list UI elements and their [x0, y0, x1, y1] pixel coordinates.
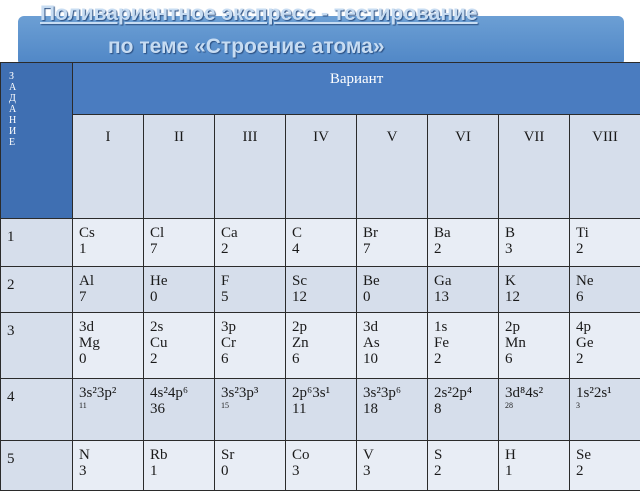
- variant-3: III: [215, 115, 286, 219]
- table-cell: 3s²3p² 11: [73, 379, 144, 441]
- table-cell: 2s²2p⁴ 8: [428, 379, 499, 441]
- table-cell: 2p Zn 6: [286, 313, 357, 379]
- row-number: 3: [1, 313, 73, 379]
- variant-7: VII: [499, 115, 570, 219]
- table-row: [1, 379, 640, 441]
- title-line-2: по теме «Строение атома»: [108, 36, 385, 58]
- table-cell: 3d Mg 0: [73, 313, 144, 379]
- table-cell: 1s²2s¹ 3: [570, 379, 640, 441]
- row-number: 1: [1, 219, 73, 267]
- table-cell: Sr 0: [215, 441, 286, 491]
- variant-1: I: [73, 115, 144, 219]
- table-cell: N 3: [73, 441, 144, 491]
- table-row: [1, 219, 640, 267]
- variant-4: IV: [286, 115, 357, 219]
- table-cell: 3d⁸4s² 28: [499, 379, 570, 441]
- title-line-1: Поливариантное экспресс - тестирование: [40, 3, 478, 25]
- table-cell: Be 0: [357, 267, 428, 313]
- test-table: [0, 62, 640, 491]
- table-row: [1, 267, 640, 313]
- table-cell: V 3: [357, 441, 428, 491]
- table-cell: Ga 13: [428, 267, 499, 313]
- variant-5: V: [357, 115, 428, 219]
- variant-8: VIII: [570, 115, 640, 219]
- table-cell: Br 7: [357, 219, 428, 267]
- table-cell: Ne 6: [570, 267, 640, 313]
- table-cell: Cs 1: [73, 219, 144, 267]
- table-cell: 4s²4p⁶ 36: [144, 379, 215, 441]
- table-cell: 3p Cr 6: [215, 313, 286, 379]
- table-cell: Ti 2: [570, 219, 640, 267]
- row-number: 4: [1, 379, 73, 441]
- task-header: З А Д А Н И Е: [1, 63, 73, 219]
- row-number: 5: [1, 441, 73, 491]
- table-cell: Al 7: [73, 267, 144, 313]
- variant-6: VI: [428, 115, 499, 219]
- variant-2: II: [144, 115, 215, 219]
- table-cell: Sc 12: [286, 267, 357, 313]
- table-cell: 1s Fe 2: [428, 313, 499, 379]
- table-cell: 3s²3p⁶ 18: [357, 379, 428, 441]
- table-cell: Cl 7: [144, 219, 215, 267]
- table-cell: H 1: [499, 441, 570, 491]
- table-cell: Rb 1: [144, 441, 215, 491]
- table-cell: Co 3: [286, 441, 357, 491]
- table-cell: 3s²3p³ 15: [215, 379, 286, 441]
- table-cell: Se 2: [570, 441, 640, 491]
- table-cell: He 0: [144, 267, 215, 313]
- table-cell: B 3: [499, 219, 570, 267]
- row-number: 2: [1, 267, 73, 313]
- table-cell: 2p Mn 6: [499, 313, 570, 379]
- table-row: [1, 313, 640, 379]
- table-cell: 2p⁶3s¹ 11: [286, 379, 357, 441]
- table-cell: F 5: [215, 267, 286, 313]
- table-cell: 2s Cu 2: [144, 313, 215, 379]
- table-cell: Ca 2: [215, 219, 286, 267]
- table-cell: 3d As 10: [357, 313, 428, 379]
- table-row: [1, 441, 640, 491]
- table-cell: C 4: [286, 219, 357, 267]
- table-cell: K 12: [499, 267, 570, 313]
- table-cell: 4p Ge 2: [570, 313, 640, 379]
- table-cell: S 2: [428, 441, 499, 491]
- variant-header: Вариант: [73, 63, 640, 115]
- table-cell: Ba 2: [428, 219, 499, 267]
